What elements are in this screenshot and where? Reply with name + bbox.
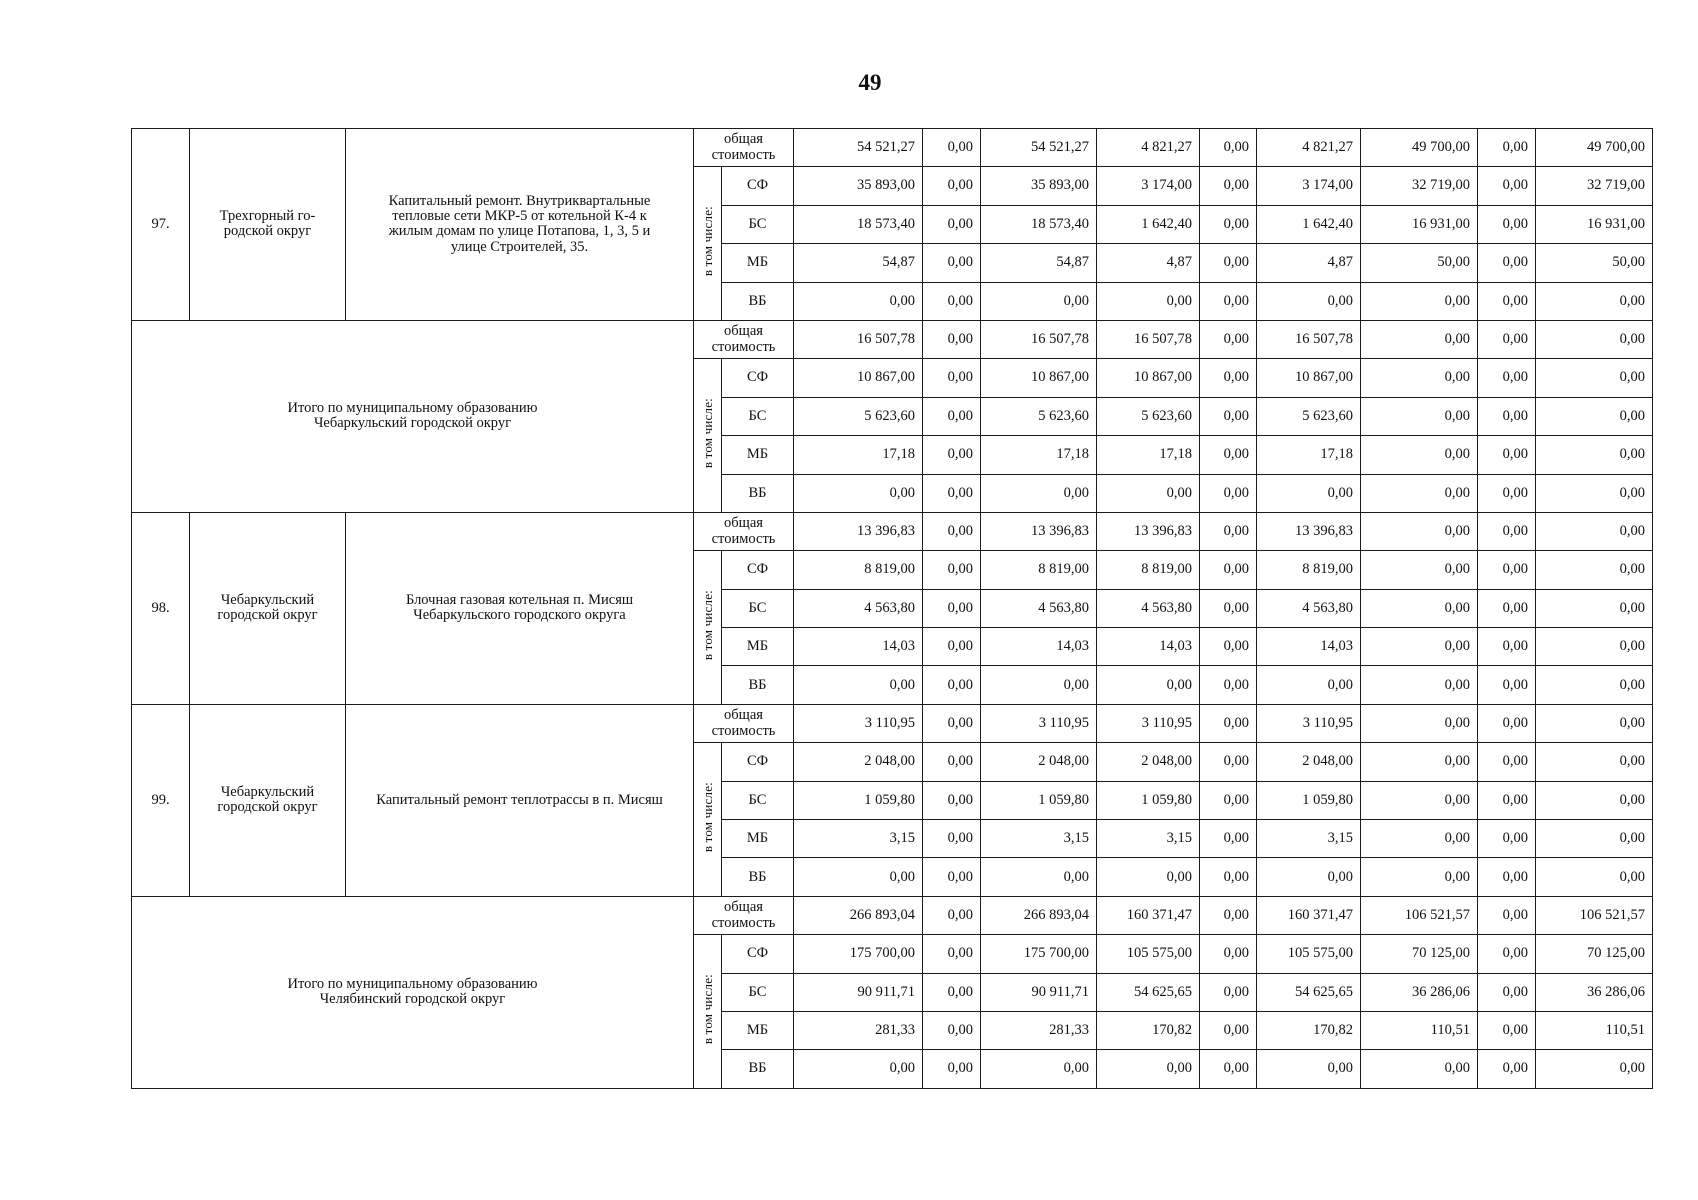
breakdown-label: в том числе:	[699, 974, 715, 1045]
value-cell: 0,00	[1200, 320, 1257, 358]
value-cell: 16 507,78	[981, 320, 1097, 358]
value-cell: 0,00	[1478, 244, 1536, 282]
value-cell: 0,00	[1097, 666, 1200, 704]
value-cell: 90 911,71	[981, 973, 1097, 1011]
value-cell: 3 174,00	[1097, 167, 1200, 205]
value-cell: 0,00	[1536, 820, 1653, 858]
value-cell: 0,00	[1536, 704, 1653, 742]
value-cell: 0,00	[981, 474, 1097, 512]
value-cell: 0,00	[1478, 935, 1536, 973]
value-cell: 16 507,78	[794, 320, 923, 358]
value-cell: 0,00	[1200, 743, 1257, 781]
value-cell: 0,00	[1200, 551, 1257, 589]
table-body	[132, 129, 1653, 1089]
value-cell: 0,00	[1478, 129, 1536, 167]
value-cell: 3 110,95	[1097, 704, 1200, 742]
value-cell: 0,00	[981, 1050, 1097, 1088]
funding-source: БС	[722, 589, 794, 627]
value-cell: 0,00	[1097, 474, 1200, 512]
value-cell: 0,00	[1536, 359, 1653, 397]
value-cell: 0,00	[1097, 282, 1200, 320]
value-cell: 0,00	[1200, 167, 1257, 205]
value-cell: 0,00	[1478, 436, 1536, 474]
value-cell: 17,18	[1257, 436, 1361, 474]
value-cell: 0,00	[923, 589, 981, 627]
object-name: Блочная газовая котельная п. Мисяш Чебаркульского городского округа	[346, 512, 694, 704]
cost-type: общая стоимость	[694, 704, 794, 742]
funding-source: МБ	[722, 628, 794, 666]
value-cell: 0,00	[1478, 973, 1536, 1011]
value-cell: 0,00	[1478, 589, 1536, 627]
value-cell: 0,00	[1257, 282, 1361, 320]
value-cell: 0,00	[923, 704, 981, 742]
value-cell: 0,00	[923, 397, 981, 435]
value-cell: 0,00	[1361, 320, 1478, 358]
value-cell: 0,00	[1200, 935, 1257, 973]
value-cell: 105 575,00	[1257, 935, 1361, 973]
value-cell: 13 396,83	[981, 512, 1097, 550]
value-cell: 0,00	[981, 282, 1097, 320]
value-cell: 0,00	[1257, 1050, 1361, 1088]
value-cell: 16 931,00	[1536, 205, 1653, 243]
value-cell: 0,00	[923, 167, 981, 205]
total-label: Итого по муниципальному образованию Челябинский городской округ	[132, 896, 694, 1088]
value-cell: 0,00	[1361, 589, 1478, 627]
value-cell: 0,00	[923, 820, 981, 858]
value-cell: 16 507,78	[1257, 320, 1361, 358]
value-cell: 0,00	[1200, 512, 1257, 550]
breakdown-label: в том числе:	[699, 782, 715, 853]
cost-type: общая стоимость	[694, 896, 794, 934]
value-cell: 0,00	[1478, 704, 1536, 742]
value-cell: 110,51	[1536, 1011, 1653, 1049]
value-cell: 0,00	[1478, 628, 1536, 666]
value-cell: 5 623,60	[794, 397, 923, 435]
value-cell: 13 396,83	[1257, 512, 1361, 550]
value-cell: 160 371,47	[1097, 896, 1200, 934]
value-cell: 49 700,00	[1361, 129, 1478, 167]
value-cell: 54 625,65	[1097, 973, 1200, 1011]
value-cell: 0,00	[1536, 512, 1653, 550]
value-cell: 13 396,83	[1097, 512, 1200, 550]
total-label: Итого по муниципальному образованию Чебаркульский городской округ	[132, 320, 694, 512]
value-cell: 8 819,00	[981, 551, 1097, 589]
value-cell: 8 819,00	[1257, 551, 1361, 589]
value-cell: 0,00	[1536, 743, 1653, 781]
value-cell: 1 642,40	[1257, 205, 1361, 243]
value-cell: 0,00	[923, 551, 981, 589]
funding-source: СФ	[722, 935, 794, 973]
value-cell: 54 521,27	[981, 129, 1097, 167]
value-cell: 1 059,80	[1097, 781, 1200, 819]
value-cell: 0,00	[1200, 129, 1257, 167]
value-cell: 0,00	[1536, 589, 1653, 627]
value-cell: 0,00	[1536, 781, 1653, 819]
value-cell: 0,00	[1536, 1050, 1653, 1088]
value-cell: 0,00	[1361, 628, 1478, 666]
value-cell: 0,00	[923, 973, 981, 1011]
value-cell: 0,00	[1361, 781, 1478, 819]
value-cell: 50,00	[1361, 244, 1478, 282]
value-cell: 8 819,00	[794, 551, 923, 589]
value-cell: 0,00	[1361, 820, 1478, 858]
value-cell: 0,00	[1200, 896, 1257, 934]
value-cell: 0,00	[1200, 973, 1257, 1011]
value-cell: 0,00	[1200, 282, 1257, 320]
value-cell: 5 623,60	[981, 397, 1097, 435]
value-cell: 0,00	[794, 1050, 923, 1088]
value-cell: 49 700,00	[1536, 129, 1653, 167]
value-cell: 0,00	[923, 666, 981, 704]
value-cell: 0,00	[1361, 1050, 1478, 1088]
value-cell: 54 521,27	[794, 129, 923, 167]
value-cell: 3 110,95	[794, 704, 923, 742]
value-cell: 0,00	[923, 743, 981, 781]
value-cell: 0,00	[1200, 628, 1257, 666]
value-cell: 0,00	[1200, 666, 1257, 704]
cost-type: общая стоимость	[694, 512, 794, 550]
value-cell: 16 507,78	[1097, 320, 1200, 358]
value-cell: 0,00	[923, 935, 981, 973]
value-cell: 0,00	[1361, 282, 1478, 320]
funding-source: МБ	[722, 244, 794, 282]
value-cell: 3 110,95	[981, 704, 1097, 742]
total-row	[132, 320, 1653, 358]
value-cell: 0,00	[923, 512, 981, 550]
value-cell: 0,00	[1536, 628, 1653, 666]
value-cell: 14,03	[1257, 628, 1361, 666]
value-cell: 0,00	[1200, 1011, 1257, 1049]
value-cell: 70 125,00	[1536, 935, 1653, 973]
value-cell: 2 048,00	[1257, 743, 1361, 781]
value-cell: 18 573,40	[794, 205, 923, 243]
value-cell: 0,00	[1536, 858, 1653, 896]
cost-type: общая стоимость	[694, 320, 794, 358]
value-cell: 0,00	[923, 628, 981, 666]
value-cell: 0,00	[1536, 474, 1653, 512]
funding-source: МБ	[722, 436, 794, 474]
value-cell: 0,00	[1200, 359, 1257, 397]
value-cell: 10 867,00	[981, 359, 1097, 397]
breakdown-label: в том числе:	[699, 398, 715, 469]
total-row	[132, 896, 1653, 934]
value-cell: 18 573,40	[981, 205, 1097, 243]
value-cell: 14,03	[1097, 628, 1200, 666]
value-cell: 0,00	[1361, 436, 1478, 474]
value-cell: 281,33	[981, 1011, 1097, 1049]
value-cell: 0,00	[923, 1011, 981, 1049]
item-number: 97.	[132, 129, 190, 321]
value-cell: 1 059,80	[1257, 781, 1361, 819]
page-number: 49	[858, 70, 882, 95]
value-cell: 0,00	[1478, 1011, 1536, 1049]
value-cell: 54 625,65	[1257, 973, 1361, 1011]
value-cell: 2 048,00	[794, 743, 923, 781]
value-cell: 3,15	[1097, 820, 1200, 858]
object-name: Капитальный ремонт теплотрассы в п. Мисяш	[346, 704, 694, 896]
value-cell: 0,00	[1200, 781, 1257, 819]
value-cell: 8 819,00	[1097, 551, 1200, 589]
value-cell: 0,00	[1361, 397, 1478, 435]
value-cell: 266 893,04	[981, 896, 1097, 934]
value-cell: 10 867,00	[1097, 359, 1200, 397]
value-cell: 0,00	[1536, 282, 1653, 320]
value-cell: 0,00	[1478, 858, 1536, 896]
municipality-name: Чебаркульский городской округ	[190, 512, 346, 704]
value-cell: 0,00	[981, 666, 1097, 704]
cost-type: общая стоимость	[694, 129, 794, 167]
value-cell: 3 110,95	[1257, 704, 1361, 742]
value-cell: 0,00	[1536, 397, 1653, 435]
value-cell: 0,00	[923, 282, 981, 320]
value-cell: 0,00	[1200, 205, 1257, 243]
value-cell: 1 059,80	[981, 781, 1097, 819]
value-cell: 0,00	[1478, 1050, 1536, 1088]
value-cell: 1 059,80	[794, 781, 923, 819]
value-cell: 175 700,00	[794, 935, 923, 973]
value-cell: 106 521,57	[1536, 896, 1653, 934]
funding-source: ВБ	[722, 666, 794, 704]
value-cell: 4,87	[1257, 244, 1361, 282]
value-cell: 54,87	[981, 244, 1097, 282]
value-cell: 0,00	[1200, 704, 1257, 742]
value-cell: 13 396,83	[794, 512, 923, 550]
value-cell: 0,00	[981, 858, 1097, 896]
value-cell: 50,00	[1536, 244, 1653, 282]
value-cell: 0,00	[923, 205, 981, 243]
funding-source: МБ	[722, 1011, 794, 1049]
value-cell: 0,00	[1478, 320, 1536, 358]
funding-source: БС	[722, 397, 794, 435]
object-name: Капитальный ремонт. Внутриквартальные тепловые сети МКР-5 от котельной К-4 к жилым домам по улице Потапова, 1, 3, 5 и улице Строителей, 35.	[346, 129, 694, 321]
value-cell: 0,00	[923, 474, 981, 512]
value-cell: 0,00	[1200, 244, 1257, 282]
value-cell: 0,00	[1536, 551, 1653, 589]
funding-source: ВБ	[722, 474, 794, 512]
value-cell: 4 821,27	[1097, 129, 1200, 167]
value-cell: 90 911,71	[794, 973, 923, 1011]
value-cell: 3 174,00	[1257, 167, 1361, 205]
value-cell: 0,00	[1361, 551, 1478, 589]
value-cell: 16 931,00	[1361, 205, 1478, 243]
value-cell: 0,00	[1097, 1050, 1200, 1088]
value-cell: 0,00	[923, 781, 981, 819]
value-cell: 0,00	[1478, 167, 1536, 205]
value-cell: 0,00	[1257, 474, 1361, 512]
value-cell: 3,15	[794, 820, 923, 858]
breakdown-cell	[694, 551, 722, 705]
value-cell: 0,00	[1200, 474, 1257, 512]
value-cell: 32 719,00	[1361, 167, 1478, 205]
value-cell: 70 125,00	[1361, 935, 1478, 973]
value-cell: 0,00	[923, 359, 981, 397]
value-cell: 36 286,06	[1361, 973, 1478, 1011]
value-cell: 0,00	[1361, 704, 1478, 742]
value-cell: 0,00	[1536, 666, 1653, 704]
value-cell: 0,00	[923, 896, 981, 934]
value-cell: 35 893,00	[981, 167, 1097, 205]
value-cell: 0,00	[1361, 512, 1478, 550]
value-cell: 110,51	[1361, 1011, 1478, 1049]
value-cell: 10 867,00	[794, 359, 923, 397]
value-cell: 170,82	[1097, 1011, 1200, 1049]
value-cell: 0,00	[1361, 359, 1478, 397]
value-cell: 17,18	[794, 436, 923, 474]
value-cell: 0,00	[1478, 666, 1536, 704]
value-cell: 0,00	[923, 320, 981, 358]
value-cell: 4 563,80	[1257, 589, 1361, 627]
value-cell: 0,00	[1257, 858, 1361, 896]
value-cell: 4 563,80	[794, 589, 923, 627]
value-cell: 0,00	[1478, 551, 1536, 589]
value-cell: 0,00	[1536, 320, 1653, 358]
value-cell: 0,00	[1478, 743, 1536, 781]
value-cell: 0,00	[1200, 858, 1257, 896]
value-cell: 0,00	[1478, 282, 1536, 320]
value-cell: 0,00	[1200, 820, 1257, 858]
funding-source: СФ	[722, 551, 794, 589]
funding-source: ВБ	[722, 858, 794, 896]
value-cell: 10 867,00	[1257, 359, 1361, 397]
value-cell: 5 623,60	[1097, 397, 1200, 435]
value-cell: 5 623,60	[1257, 397, 1361, 435]
value-cell: 0,00	[1361, 858, 1478, 896]
value-cell: 17,18	[1097, 436, 1200, 474]
value-cell: 160 371,47	[1257, 896, 1361, 934]
value-cell: 32 719,00	[1536, 167, 1653, 205]
funding-source: СФ	[722, 359, 794, 397]
breakdown-cell	[694, 167, 722, 321]
value-cell: 175 700,00	[981, 935, 1097, 973]
table-row	[132, 512, 1653, 550]
value-cell: 266 893,04	[794, 896, 923, 934]
value-cell: 4 563,80	[1097, 589, 1200, 627]
value-cell: 0,00	[1200, 589, 1257, 627]
value-cell: 4 821,27	[1257, 129, 1361, 167]
funding-source: ВБ	[722, 282, 794, 320]
value-cell: 0,00	[1257, 666, 1361, 704]
value-cell: 3,15	[981, 820, 1097, 858]
value-cell: 17,18	[981, 436, 1097, 474]
funding-source: БС	[722, 973, 794, 1011]
value-cell: 0,00	[1478, 820, 1536, 858]
value-cell: 170,82	[1257, 1011, 1361, 1049]
value-cell: 14,03	[981, 628, 1097, 666]
value-cell: 14,03	[794, 628, 923, 666]
value-cell: 0,00	[923, 129, 981, 167]
value-cell: 0,00	[923, 1050, 981, 1088]
value-cell: 35 893,00	[794, 167, 923, 205]
breakdown-cell	[694, 359, 722, 513]
funding-source: ВБ	[722, 1050, 794, 1088]
municipality-name: Трехгорный го- родской округ	[190, 129, 346, 321]
value-cell: 54,87	[794, 244, 923, 282]
funding-source: СФ	[722, 743, 794, 781]
value-cell: 0,00	[1361, 474, 1478, 512]
funding-source: СФ	[722, 167, 794, 205]
budget-table	[131, 128, 1653, 1089]
value-cell: 0,00	[1200, 436, 1257, 474]
value-cell: 106 521,57	[1361, 896, 1478, 934]
value-cell: 105 575,00	[1097, 935, 1200, 973]
value-cell: 0,00	[1478, 359, 1536, 397]
value-cell: 0,00	[1200, 1050, 1257, 1088]
value-cell: 0,00	[794, 282, 923, 320]
value-cell: 3,15	[1257, 820, 1361, 858]
funding-source: БС	[722, 205, 794, 243]
item-number: 98.	[132, 512, 190, 704]
breakdown-cell	[694, 743, 722, 897]
table-row	[132, 704, 1653, 742]
value-cell: 0,00	[923, 436, 981, 474]
value-cell: 4 563,80	[981, 589, 1097, 627]
funding-source: БС	[722, 781, 794, 819]
municipality-name: Чебаркульский городской округ	[190, 704, 346, 896]
value-cell: 0,00	[1478, 205, 1536, 243]
item-number: 99.	[132, 704, 190, 896]
value-cell: 36 286,06	[1536, 973, 1653, 1011]
value-cell: 0,00	[1478, 512, 1536, 550]
value-cell: 4,87	[1097, 244, 1200, 282]
value-cell: 0,00	[1478, 781, 1536, 819]
breakdown-label: в том числе:	[699, 590, 715, 661]
value-cell: 0,00	[1478, 474, 1536, 512]
value-cell: 0,00	[923, 244, 981, 282]
value-cell: 0,00	[1361, 666, 1478, 704]
value-cell: 0,00	[1200, 397, 1257, 435]
value-cell: 0,00	[1536, 436, 1653, 474]
value-cell: 1 642,40	[1097, 205, 1200, 243]
value-cell: 281,33	[794, 1011, 923, 1049]
value-cell: 0,00	[794, 858, 923, 896]
value-cell: 0,00	[1478, 397, 1536, 435]
value-cell: 0,00	[1478, 896, 1536, 934]
value-cell: 0,00	[794, 666, 923, 704]
funding-source: МБ	[722, 820, 794, 858]
value-cell: 0,00	[923, 858, 981, 896]
value-cell: 2 048,00	[1097, 743, 1200, 781]
value-cell: 0,00	[1097, 858, 1200, 896]
table-row	[132, 129, 1653, 167]
value-cell: 2 048,00	[981, 743, 1097, 781]
value-cell: 0,00	[1361, 743, 1478, 781]
breakdown-cell	[694, 935, 722, 1089]
value-cell: 0,00	[794, 474, 923, 512]
breakdown-label: в том числе:	[699, 206, 715, 277]
